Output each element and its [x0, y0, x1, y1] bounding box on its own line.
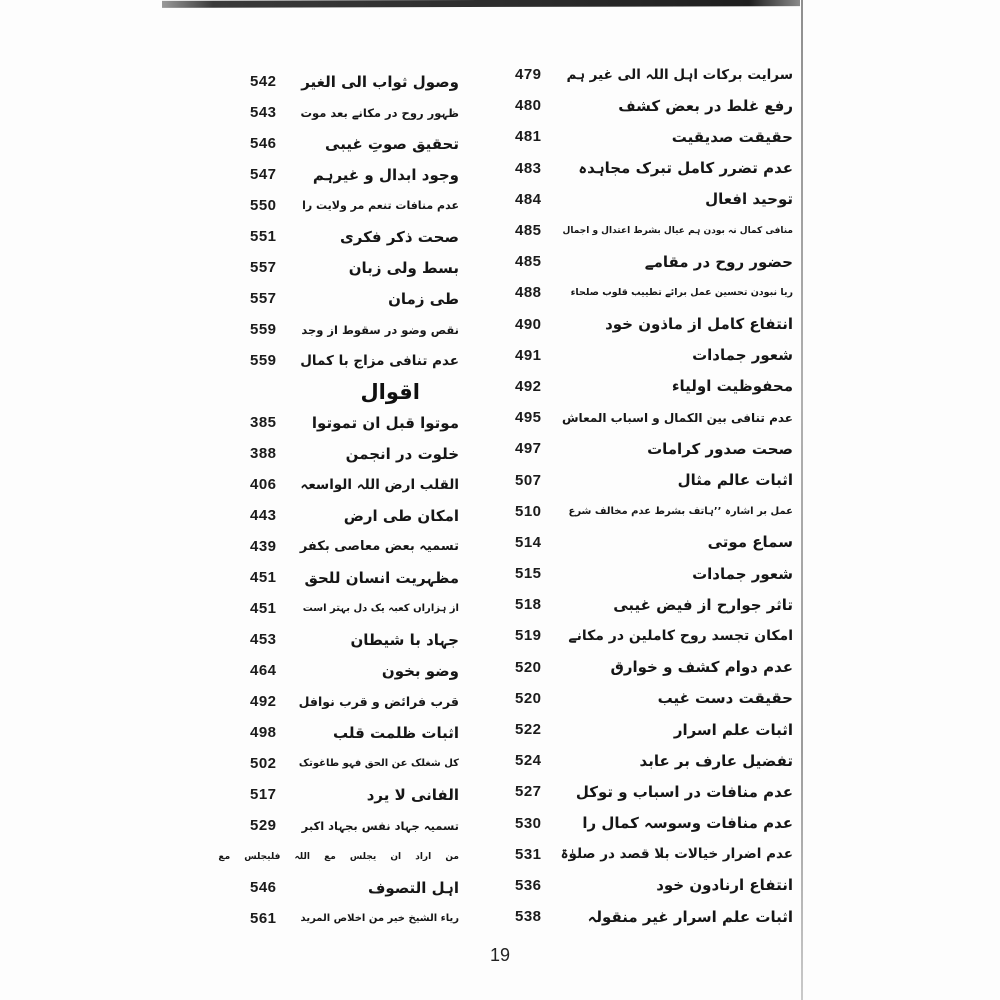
entry-title: وضو بخون: [381, 661, 459, 680]
toc-entry: [505, 776, 798, 807]
toc-entry: [238, 717, 464, 748]
entry-title: حضور روح در مقامے: [644, 252, 793, 271]
entry-title: تحقیق صوتِ غیبی: [325, 134, 459, 153]
entry-page-number: 464: [250, 662, 277, 679]
toc-entry: [238, 407, 464, 438]
toc-entry: [238, 283, 464, 314]
toc-entry: [505, 870, 798, 901]
entry-title: عدم تضرر کامل تبرک مجاہدہ: [578, 159, 793, 178]
entry-page-number: 484: [515, 190, 542, 208]
entry-title: مظہریت انسان للحق: [304, 568, 459, 587]
entry-page-number: 546: [250, 879, 277, 896]
entry-title: ریا نبودن تحسین عمل برائے تطییب قلوب صلحاء: [570, 287, 793, 299]
entry-title: عدم منافات تنعم مر ولایت را: [302, 199, 459, 212]
entry-title: خلوت در انجمن: [345, 444, 459, 463]
toc-entry: [505, 714, 798, 745]
toc-entry: [238, 748, 464, 779]
entry-title: شعور جمادات: [692, 564, 793, 583]
toc-entry: [218, 841, 464, 872]
toc-entry: [505, 277, 798, 308]
toc-entry: [238, 190, 464, 221]
toc-entry: [238, 314, 464, 345]
entry-title: از ہزاراں کعبہ یک دل بہتر است: [302, 603, 459, 614]
entry-title: قرب فرائض و قرب نوافل: [298, 694, 459, 709]
entry-title: تسمیہ جہاد نفس بجہاد اکبر: [301, 818, 459, 833]
entry-page-number: 492: [250, 693, 277, 710]
entry-page-number: 488: [515, 284, 542, 302]
toc-entry: [238, 66, 464, 97]
entry-page-number: 551: [250, 228, 277, 245]
toc-entry: [505, 589, 798, 620]
entry-title: سماع موتی: [707, 533, 793, 552]
toc-entry: [238, 686, 464, 717]
entry-page-number: 559: [250, 321, 277, 338]
entry-title: عدم منافات وسوسہ کمال را: [582, 814, 793, 833]
entry-title: اثبات عالم مثال: [677, 471, 793, 490]
entry-page-number: 510: [515, 502, 542, 520]
entry-page-number: 480: [515, 97, 542, 115]
entry-title: وصول ثواب الی الغیر: [301, 72, 459, 91]
entry-page-number: 406: [250, 476, 277, 493]
toc-entry: [238, 500, 464, 531]
toc-entry: [505, 901, 798, 932]
entry-page-number: 542: [250, 73, 277, 90]
entry-page-number: 388: [250, 445, 277, 462]
section-heading: [238, 376, 464, 407]
entry-title: اثبات ظلمت قلب: [332, 723, 459, 742]
entry-title: ریاء الشیخ خیر من اخلاص المرید: [300, 913, 459, 924]
toc-entry: [505, 808, 798, 839]
toc-entry: [505, 839, 798, 870]
entry-page-number: 557: [250, 290, 277, 307]
entry-title: حقیقت دست غیب: [657, 689, 793, 708]
entry-page-number: 439: [250, 538, 277, 555]
toc-entry: [238, 810, 464, 841]
page-top-edge-shadow: [162, 0, 800, 8]
toc-entry: [238, 655, 464, 686]
entry-title: سرایت برکات اہل اللہ الی غیر ہم: [566, 66, 793, 83]
entry-page-number: 531: [515, 845, 542, 863]
toc-entry: [505, 745, 798, 776]
entry-page-number: 514: [515, 533, 542, 551]
toc-entry: [238, 624, 464, 655]
entry-page-number: 491: [515, 346, 542, 364]
entry-title: وجود ابدال و غیرہم: [312, 165, 459, 184]
toc-entry: [505, 402, 798, 433]
entry-title: تفضیل عارف بر عابد: [639, 751, 793, 770]
entry-title: صحت صدور کرامات: [647, 439, 793, 458]
entry-title: امکان طی ارض: [343, 506, 459, 525]
entry-page-number: 385: [250, 414, 277, 431]
entry-page-number: 547: [250, 166, 277, 183]
entry-title: تاثر جوارح از فیض غیبی: [613, 595, 793, 614]
entry-title: جہاد با شیطان: [350, 630, 459, 649]
entry-title: عدم دوام کشف و خوارق: [610, 658, 793, 677]
entry-page-number: 483: [515, 159, 542, 177]
toc-entry: [505, 340, 798, 371]
entry-page-number: 502: [250, 755, 277, 772]
toc-entry: [505, 371, 798, 402]
section-heading-text: اقوال: [360, 379, 420, 404]
toc-entry: [505, 90, 798, 121]
entry-page-number: 522: [515, 721, 542, 739]
entry-title: عدم منافات در اسباب و توکل: [575, 782, 793, 801]
toc-entry: [238, 159, 464, 190]
entry-title: منافی کمال نہ بودن ہم عیال بشرط اعتدال و اجمال: [562, 225, 793, 236]
entry-page-number: 485: [515, 222, 542, 240]
entry-page-number: 529: [250, 817, 277, 834]
entry-page-number: 536: [515, 876, 542, 894]
entry-title: عدم اضرار خیالات بلا قصد در صلوٰۃ: [560, 846, 793, 863]
toc-entry: [505, 59, 798, 90]
entry-page-number: 538: [515, 908, 542, 926]
entry-title: القلب ارض اللہ الواسعہ: [300, 476, 459, 493]
toc-entry: [505, 558, 798, 589]
entry-page-number: 481: [515, 128, 542, 146]
entry-title: انتفاع کامل از ماذون خود: [605, 315, 793, 334]
toc-entry: [238, 97, 464, 128]
toc-entry: [505, 683, 798, 714]
entry-title: اثبات علم اسرار غیر منقولہ: [587, 907, 793, 926]
toc-entry: [238, 562, 464, 593]
entry-title: شعور جمادات: [692, 346, 793, 365]
page-number: 19: [489, 945, 511, 965]
entry-title: توحید افعال: [705, 190, 793, 209]
toc-entry: [238, 469, 464, 500]
entry-title: حقیقت صدیقیت: [671, 127, 793, 146]
entry-page-number: 559: [250, 352, 277, 369]
entry-page-number: 530: [515, 814, 542, 832]
entry-title: الفانی لا یرد: [366, 785, 459, 804]
entry-page-number: 519: [515, 627, 542, 645]
entry-title: اہل التصوف: [367, 878, 459, 897]
toc-entry: [238, 872, 464, 903]
entry-title: اثبات علم اسرار: [673, 720, 793, 739]
toc-entry: [505, 464, 798, 495]
toc-entry: [505, 153, 798, 184]
toc-entry: [505, 246, 798, 277]
entry-page-number: 543: [250, 104, 277, 121]
entry-page-number: 546: [250, 135, 277, 152]
entry-title: امکان تجسد روح کاملین در مکانے: [568, 627, 793, 644]
entry-page-number: 443: [250, 507, 277, 524]
entry-title: عمل بر اشارہ ’’ہاتف بشرط عدم مخالف شرع: [568, 505, 793, 517]
toc-entry: [238, 128, 464, 159]
entry-title: بسط ولی زبان: [348, 258, 459, 277]
entry-page-number: 451: [250, 569, 277, 586]
entry-title: نقص وضو در سقوط از وجد: [301, 322, 459, 337]
entry-page-number: 524: [515, 752, 542, 770]
entry-title: انتفاع ارنادون خود: [656, 876, 793, 895]
toc-entry: [238, 221, 464, 252]
toc-entry: [238, 438, 464, 469]
page-right-edge-line: [801, 0, 803, 1000]
entry-title: موتوا قبل ان تموتوا: [311, 413, 459, 432]
entry-page-number: 479: [515, 66, 542, 84]
entry-title: من اراد ان یجلس مع اللہ فلیجلس مع: [218, 851, 459, 862]
entry-page-number: 453: [250, 631, 277, 648]
entry-page-number: 515: [515, 565, 542, 583]
entry-title: تسمیہ بعض معاصی بکفر: [299, 539, 459, 554]
entry-page-number: 485: [515, 253, 542, 271]
toc-column-right: [505, 59, 798, 932]
entry-page-number: 507: [515, 471, 542, 489]
toc-entry: [505, 496, 798, 527]
entry-page-number: 497: [515, 440, 542, 458]
toc-column-left: [218, 66, 464, 934]
entry-title: عدم تنافی مزاج با کمال: [300, 352, 459, 369]
toc-entry: [505, 620, 798, 651]
entry-page-number: 527: [515, 783, 542, 801]
entry-page-number: 451: [250, 600, 277, 617]
entry-title: طی زمان: [388, 289, 459, 308]
toc-entry: [238, 779, 464, 810]
entry-page-number: 561: [250, 910, 277, 927]
entry-title: صحت ذکر فکری: [339, 227, 459, 246]
toc-entry: [505, 215, 798, 246]
entry-title: کل شغلک عن الحق فہو طاغوتک: [298, 758, 459, 769]
entry-title: ظہور روح در مکانے بعد موت: [300, 105, 459, 120]
toc-entry: [505, 527, 798, 558]
entry-page-number: 518: [515, 596, 542, 614]
toc-entry: [238, 903, 464, 934]
toc-entry: [238, 345, 464, 376]
entry-page-number: 520: [515, 689, 542, 707]
entry-title: عدم تنافی بین الکمال و اسباب المعاش: [562, 410, 793, 425]
toc-entry: [505, 184, 798, 215]
toc-entry: [505, 652, 798, 683]
toc-entry: [505, 433, 798, 464]
entry-page-number: 520: [515, 658, 542, 676]
entry-title: محفوظیت اولیاء: [671, 377, 793, 396]
entry-page-number: 492: [515, 377, 542, 395]
entry-page-number: 550: [250, 197, 277, 214]
entry-title: رفع غلط در بعض کشف: [618, 96, 793, 115]
entry-page-number: 517: [250, 786, 277, 803]
entry-page-number: 498: [250, 724, 277, 741]
entry-page-number: 557: [250, 259, 277, 276]
entry-page-number: 495: [515, 409, 542, 427]
toc-entry: [238, 593, 464, 624]
toc-entry: [238, 252, 464, 283]
entry-page-number: 490: [515, 315, 542, 333]
toc-entry: [505, 121, 798, 152]
toc-entry: [505, 309, 798, 340]
toc-entry: [238, 531, 464, 562]
